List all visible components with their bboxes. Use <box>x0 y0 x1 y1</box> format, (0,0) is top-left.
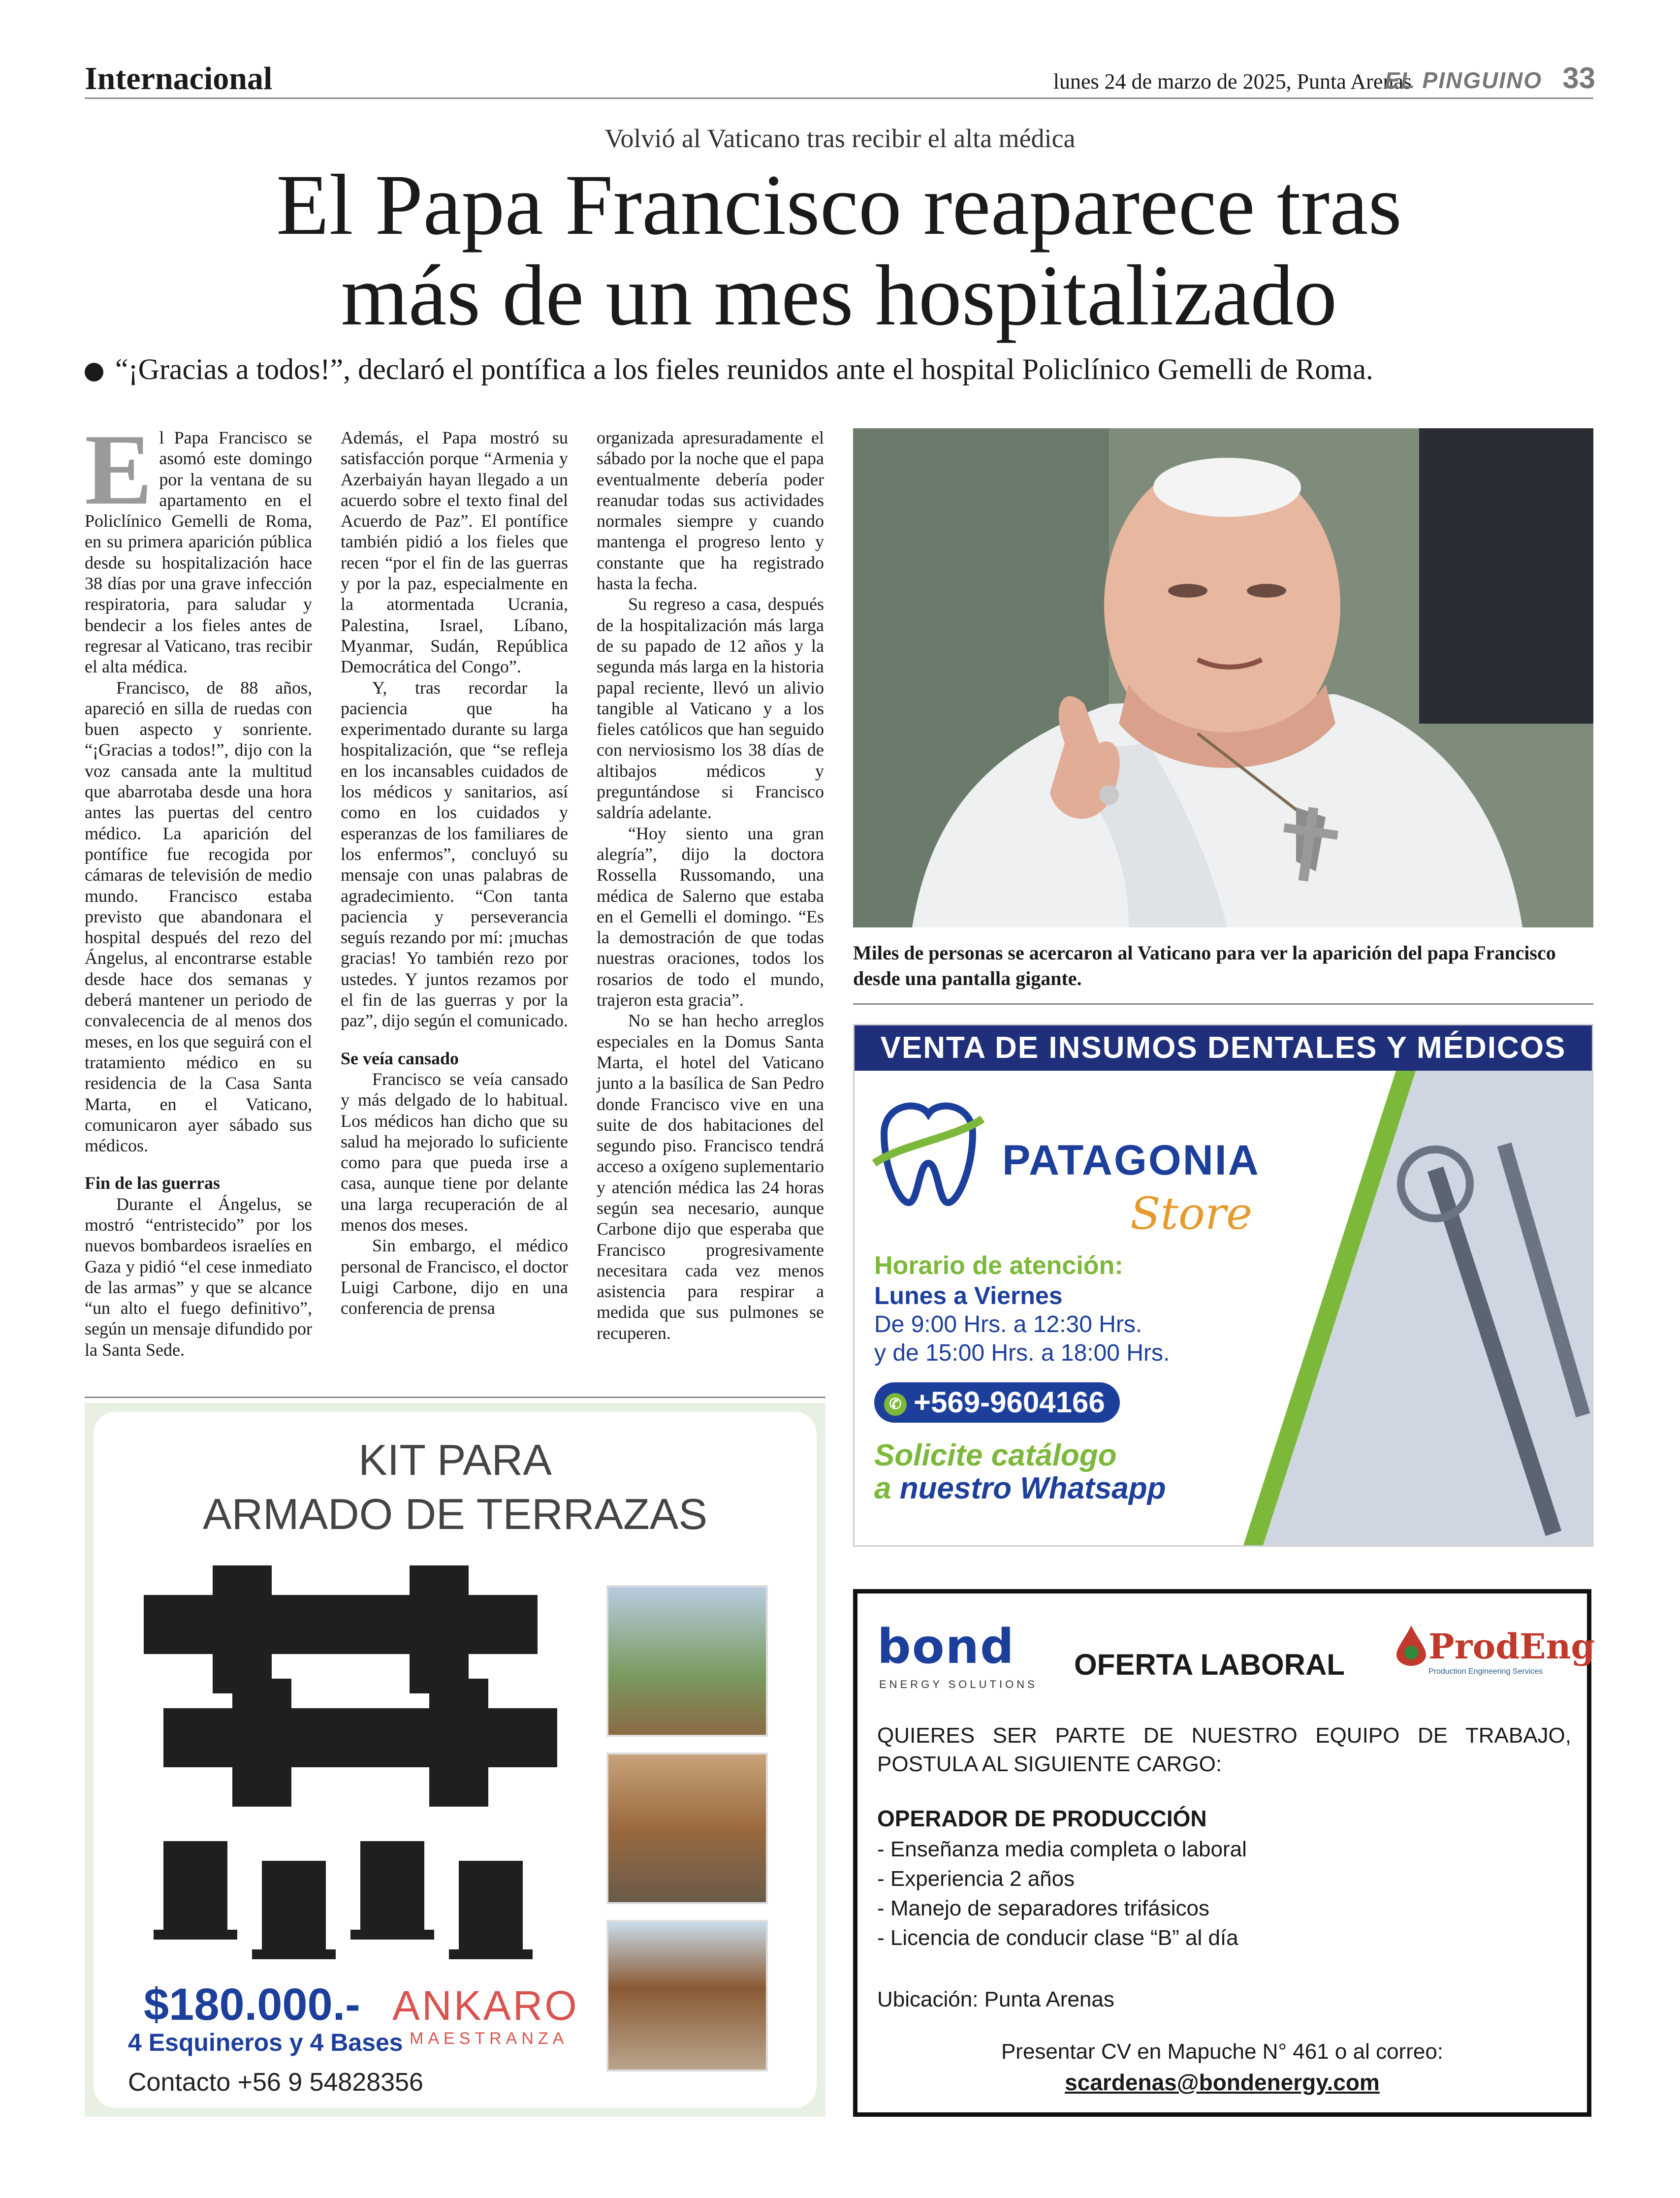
kicker: Volvió al Vaticano tras recibir el alta médica <box>604 124 1076 153</box>
requirement-item: - Experiencia 2 años <box>877 1867 1075 1891</box>
prodeng-logo-sub: Production Engineering Services <box>1428 1667 1543 1676</box>
whatsapp-icon: ✆ <box>884 1393 907 1416</box>
bullet-icon <box>85 363 103 382</box>
ad-brand-script: Store <box>1130 1188 1253 1240</box>
subheading: Se veía cansado <box>341 1048 459 1068</box>
job-email-link[interactable]: scardenas@bondenergy.com <box>1065 2070 1380 2095</box>
headline <box>85 157 1593 344</box>
cta-line-2: a nuestro Whatsapp <box>874 1471 1166 1505</box>
page-number: 33 <box>1562 62 1595 95</box>
job-ad-title: OFERTA LABORAL <box>1074 1648 1345 1681</box>
ad-contact: Contacto +56 9 54828356 <box>128 2068 423 2097</box>
ad-price: $180.000.- <box>144 1979 360 2030</box>
phone-pill <box>874 1382 1120 1423</box>
job-position: OPERADOR DE PRODUCCIÓN <box>877 1806 1207 1831</box>
header-rule <box>85 97 1593 99</box>
prodeng-logo: ProdEng <box>1428 1626 1595 1667</box>
newspaper-brand: EL PINGUINO <box>1384 67 1542 93</box>
paragraph: Además, el Papa mostró su satisfacción porque “Armenia y Azerbaiyán hayan llegado a un acuerdo sobre el texto final del Acuerdo de Paz”. El pontífice también pidió a los fieles que recen “por el fin de las guerras y por la paz, especialmente en la atormentada Ucrania, Palestina, Israel, Líbano, Myanmar, Sudán, República Democrática del Congo”. <box>341 428 568 677</box>
cta-line-1: Solicite catálogo <box>874 1438 1117 1472</box>
article-column-1 <box>85 413 312 1360</box>
bond-logo: bond <box>877 1619 1015 1674</box>
terrace-kit-ad <box>85 1403 825 2117</box>
hours-line-2: y de 15:00 Hrs. a 18:00 Hrs. <box>874 1340 1170 1366</box>
drop-cap: E <box>85 413 153 526</box>
article-column-2 <box>341 427 568 1318</box>
ad-brand: PATAGONIA <box>1002 1137 1260 1184</box>
terrace-photo-1 <box>606 1585 768 1737</box>
paragraph: Su regreso a casa, después de la hospitalización más larga de su papado de 12 años y la segunda más larga en la historia papal reciente, llevó un alivio tangible al Vaticano y a los fieles católicos que han seguido con nerviosismo los 38 días de altibajos médicos y preguntándose si Francisco saldría adelante. <box>597 594 824 823</box>
dateline: lunes 24 de marzo de 2025, Punta Arenas <box>1053 69 1412 94</box>
bond-logo-sub: ENERGY SOLUTIONS <box>879 1678 1038 1690</box>
paragraph: Durante el Ángelus, se mostró “entristecido” por los nuevos bombardeos israelíes en Gaza y pidió “el cese inmediato de las armas” y que se alcance “un alto el fuego definitivo”, según un mensaje difundido por la Santa Sede. <box>85 1194 312 1360</box>
paragraph: Sin embargo, el médico personal de Francisco, el doctor Luigi Carbone, dijo en una conferencia de prensa <box>341 1236 568 1318</box>
caption-rule <box>853 1003 1593 1005</box>
hours-title: Horario de atención: <box>874 1251 1123 1280</box>
left-column-rule <box>85 1397 825 1398</box>
ad-brand-sub: MAESTRANZA <box>410 2029 569 2048</box>
article-column-3 <box>597 427 824 1343</box>
paragraph: “Hoy siento una gran alegría”, dijo la doctora Rossella Russomando, una médica de Salerno que estaba en el Gemelli el domingo. “Es la demostración de que todas nuestras oraciones, todos los rosarios de todo el mundo, trajeron esta gracia”. <box>597 823 824 1010</box>
lead-text: “¡Gracias a todos!”, declaró el pontífica a los fieles reunidos ante el hospital Policlínico Gemelli de Roma. <box>115 353 1373 385</box>
metal-brackets-graphic <box>144 1565 616 1979</box>
dental-supplies-ad <box>853 1024 1593 1547</box>
job-requirements <box>877 1835 1247 1953</box>
terrace-photo-3 <box>606 1920 768 2071</box>
lead <box>85 352 1373 386</box>
headline-line-1: El Papa Francisco reaparece tras <box>276 157 1402 253</box>
paragraph: Francisco se veía cansado y más delgado de lo habitual. Los médicos han dicho que su salud ha mejorado lo suficiente como para que pueda irse a casa, aunque tiene por delante una larga recuperación de al menos dos meses. <box>341 1069 568 1235</box>
ad-banner: VENTA DE INSUMOS DENTALES Y MÉDICOS <box>855 1025 1592 1071</box>
prodeng-drop-icon <box>1394 1623 1428 1667</box>
job-offer-ad <box>853 1589 1595 2117</box>
photo-caption: Miles de personas se acercaron al Vaticano para ver la aparición del papa Francisco desde una pantalla gigante. <box>853 942 1556 989</box>
ad-title-2: ARMADO DE TERRAZAS <box>202 1490 708 1538</box>
headline-line-2: más de un mes hospitalizado <box>341 248 1337 344</box>
requirement-item: - Enseñanza media completa o laboral <box>877 1837 1247 1861</box>
paragraph: Y, tras recordar la paciencia que ha experimentado durante su larga hospitalización, que “se refleja en los incansables cuidados de los médicos y sanitarios, así como en los cuidados y esperanzas de los familiares de los enfermos”, concluyó su mensaje con unas palabras de agradecimiento. “Con tanta paciencia y perseverancia seguís rezando por mí: ¡muchas gracias! Yo también rezo por ustedes. Y juntos rezamos por el fin de las guerras y por la paz”, dijo según el comunicado. <box>341 677 568 1031</box>
paragraph: organizada apresuradamente el sábado por la noche que el papa eventualmente debería poder reanudar todas sus actividades normales siempre y cuando mantenga el progreso lento y constante que ha registrado hasta la fecha. <box>597 428 824 594</box>
requirement-item: - Manejo de separadores trifásicos <box>877 1896 1209 1920</box>
terrace-photo-2 <box>606 1752 768 1904</box>
hours-line-1: De 9:00 Hrs. a 12:30 Hrs. <box>874 1311 1142 1338</box>
section-title: Internacional <box>85 61 273 96</box>
paragraph: El Papa Francisco se asomó este domingo por la ventana de su apartamento en el Policlínico Gemelli de Roma, en su primera aparición pública desde su hospitalización hace 38 días por una grave infección respiratoria, para saludar y bendecir a los fieles antes de regresar al Vaticano, tras recibir el alta médica. <box>85 413 312 677</box>
hours-days: Lunes a Viernes <box>874 1282 1063 1309</box>
subheading: Fin de las guerras <box>85 1173 220 1193</box>
job-apply: Presentar CV en Mapuche N° 461 o al correo: <box>1001 2039 1444 2064</box>
ad-detail: 4 Esquineros y 4 Bases <box>128 2029 403 2056</box>
phone-number: +569-9604166 <box>914 1386 1105 1419</box>
ad-title-1: KIT PARA <box>358 1435 552 1484</box>
pope-illustration <box>853 428 1593 927</box>
paragraph: No se han hecho arreglos especiales en la Domus Santa Marta, el hotel del Vaticano junto a la basílica de San Pedro donde Francisco vive en una suite de dos habitaciones del segundo piso. Francisco tendrá acceso a oxígeno suplementario y atención médica las 24 horas según sea necesario, aunque Carbone dijo que esperaba que Francisco progresivamente necesitara cada vez menos asistencia para respirar a medida que sus pulmones se recuperen. <box>597 1011 824 1343</box>
paragraph: Francisco, de 88 años, apareció en silla de ruedas con buen aspecto y sonriente. “¡Gracias a todos!”, dijo con la voz cansada ante la multitud que abarrotaba desde una hora antes las puertas del centro médico. La aparición del pontífice fue recogida por cámaras de televisión de medio mundo. Francisco estaba previsto que abandonara el hospital después del rezo del Ángelus, al encontrarse estable desde hace dos semanas y deberá mantener un periodo de convalecencia de al menos dos meses, en los que seguirá con el tratamiento médico en su residencia de la Casa Santa Marta, en el Vaticano, comunicaron ayer sábado sus médicos. <box>85 677 312 1156</box>
job-intro: QUIERES SER PARTE DE NUESTRO EQUIPO DE TRABAJO, POSTULA AL SIGUIENTE CARGO: <box>877 1723 1571 1776</box>
requirement-item: - Licencia de conducir clase “B” al día <box>877 1926 1238 1950</box>
tooth-logo-icon <box>864 1089 987 1212</box>
pope-photo <box>853 428 1593 927</box>
job-location: Ubicación: Punta Arenas <box>877 1987 1114 2011</box>
ad-brand: ANKARO <box>392 1982 579 2029</box>
